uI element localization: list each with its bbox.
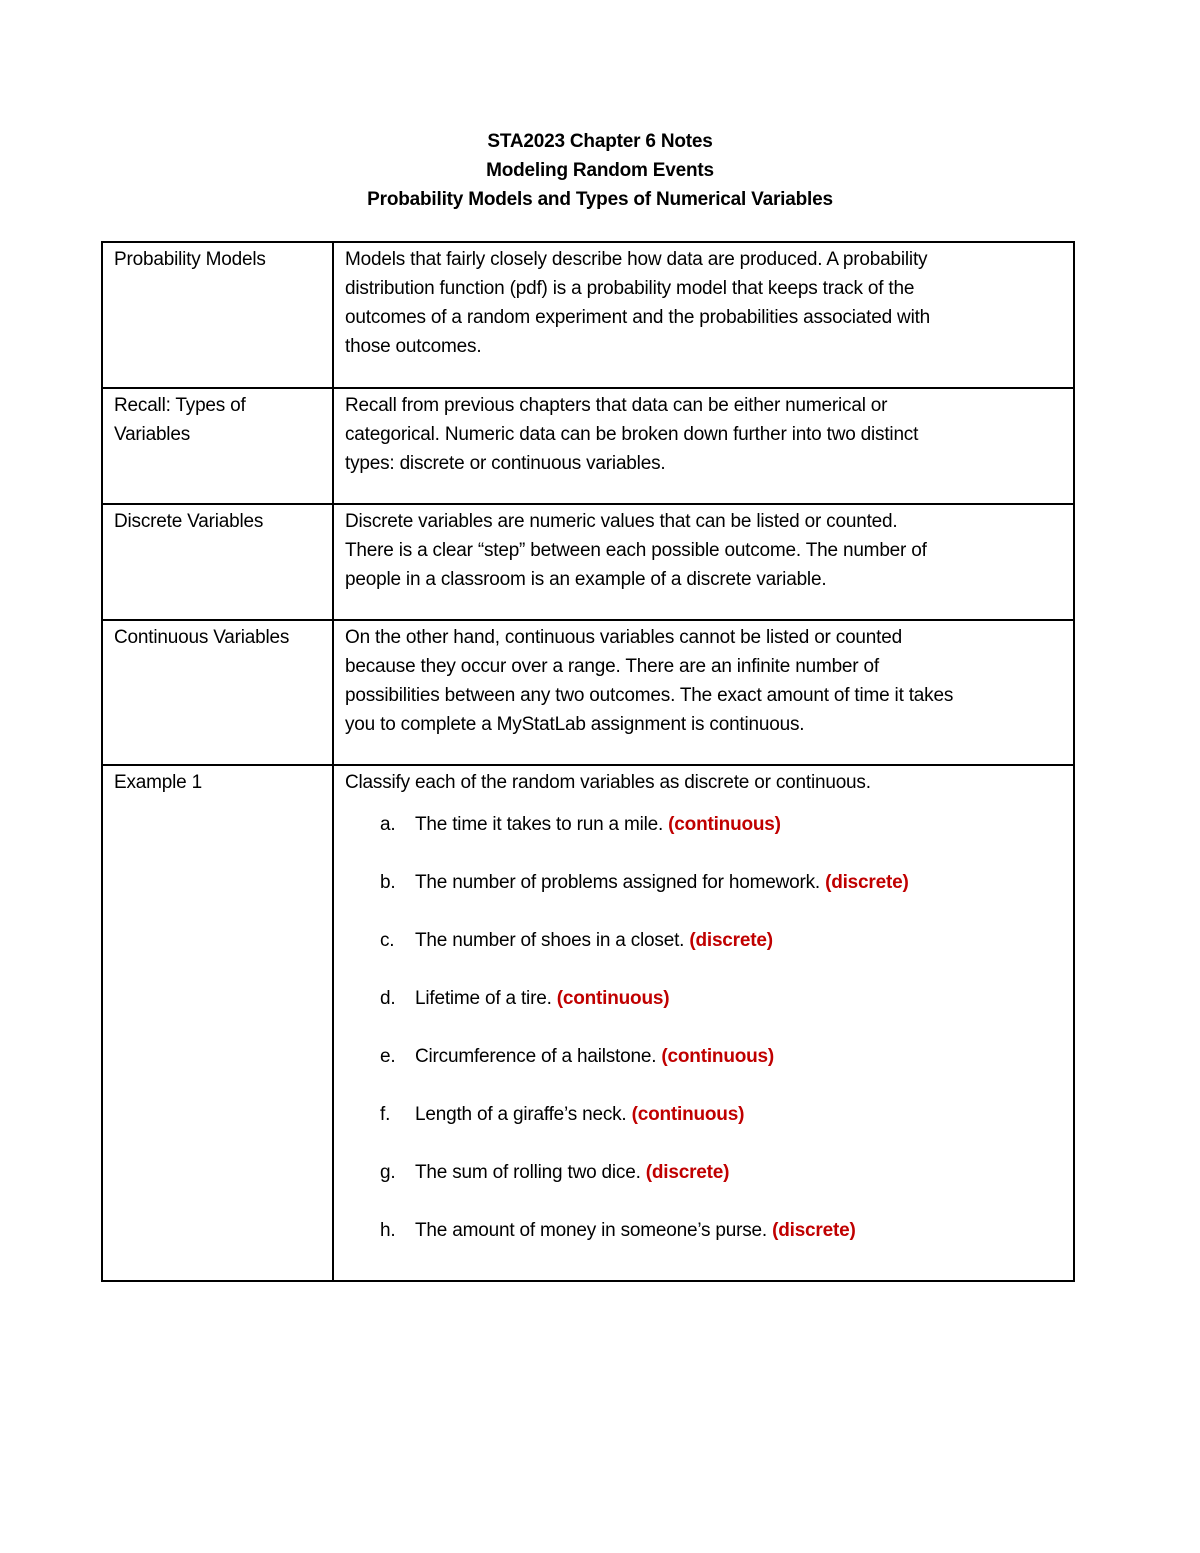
- definition-cell: [333, 620, 1074, 765]
- item-answer: (discrete): [825, 872, 909, 893]
- item-text: The number of shoes in a closet.: [415, 930, 690, 951]
- item-answer: (discrete): [645, 1162, 730, 1183]
- list-item: [345, 984, 1063, 1042]
- document-header: [0, 127, 1200, 214]
- example-instruction: Classify each of the random variables as discrete or continuous.: [345, 772, 871, 793]
- term-cell: [102, 620, 333, 765]
- item-marker: h.: [380, 1220, 396, 1241]
- definition-line: categorical. Numeric data can be broken down further into two distinct: [345, 424, 919, 445]
- item-marker: a.: [380, 814, 396, 835]
- term-label: Probability Models: [114, 249, 266, 270]
- item-text: The amount of money in someone’s purse.: [415, 1220, 773, 1241]
- term-label: Variables: [114, 424, 190, 445]
- item-text: The sum of rolling two dice.: [415, 1162, 646, 1183]
- definition-cell: [333, 388, 1074, 504]
- definition-line: Models that fairly closely describe how data are produced. A probability: [345, 249, 928, 270]
- section-title: Probability Models and Types of Numerical Variables: [367, 189, 833, 210]
- item-marker: b.: [380, 872, 396, 893]
- table-row: [102, 765, 1074, 1281]
- term-label: Example 1: [114, 772, 202, 793]
- term-cell: [102, 765, 333, 1281]
- term-label: Continuous Variables: [114, 627, 290, 648]
- item-answer: (discrete): [772, 1220, 856, 1241]
- item-marker: f.: [380, 1104, 391, 1125]
- notes-table: [101, 241, 1075, 1282]
- item-text: Circumference of a hailstone.: [415, 1046, 662, 1067]
- list-item: [345, 1100, 1063, 1158]
- definition-line: On the other hand, continuous variables cannot be listed or counted: [345, 627, 902, 648]
- list-item: [345, 868, 1063, 926]
- definition-line: you to complete a MyStatLab assignment is continuous.: [345, 714, 805, 735]
- definition-line: There is a clear “step” between each possible outcome. The number of: [345, 540, 927, 561]
- term-label: Recall: Types of: [114, 395, 246, 416]
- list-item: [345, 1216, 1063, 1274]
- item-text: Length of a giraffe’s neck.: [415, 1104, 632, 1125]
- definition-line: types: discrete or continuous variables.: [345, 453, 666, 474]
- list-item: [345, 926, 1063, 984]
- list-item: [345, 1158, 1063, 1216]
- definition-cell: [333, 504, 1074, 620]
- item-answer: (continuous): [661, 1046, 775, 1067]
- table-row: [102, 504, 1074, 620]
- definition-line: people in a classroom is an example of a discrete variable.: [345, 569, 827, 590]
- item-marker: c.: [380, 930, 395, 951]
- example-cell: [333, 765, 1074, 1281]
- definition-line: possibilities between any two outcomes. The exact amount of time it takes: [345, 685, 954, 706]
- definition-line: distribution function (pdf) is a probability model that keeps track of the: [345, 278, 915, 299]
- item-marker: g.: [380, 1162, 396, 1183]
- term-label: Discrete Variables: [114, 511, 264, 532]
- definition-line: Recall from previous chapters that data can be either numerical or: [345, 395, 888, 416]
- course-title: STA2023 Chapter 6 Notes: [487, 131, 713, 152]
- item-text: Lifetime of a tire.: [415, 988, 557, 1009]
- item-answer: (continuous): [668, 814, 781, 835]
- term-cell: [102, 388, 333, 504]
- item-marker: d.: [380, 988, 396, 1009]
- example-list: [345, 810, 1063, 1274]
- list-item: [345, 1042, 1063, 1100]
- item-text: The time it takes to run a mile.: [415, 814, 669, 835]
- definition-cell: [333, 242, 1074, 388]
- list-item: [345, 810, 1063, 868]
- definition-line: because they occur over a range. There are an infinite number of: [345, 656, 879, 677]
- item-text: The number of problems assigned for homework.: [415, 872, 826, 893]
- term-cell: [102, 242, 333, 388]
- table-row: [102, 388, 1074, 504]
- chapter-title: Modeling Random Events: [486, 160, 714, 181]
- item-answer: (discrete): [689, 930, 773, 951]
- definition-line: Discrete variables are numeric values that can be listed or counted.: [345, 511, 898, 532]
- definition-line: those outcomes.: [345, 336, 482, 357]
- table-row: [102, 620, 1074, 765]
- term-cell: [102, 504, 333, 620]
- table-row: [102, 242, 1074, 388]
- definition-line: outcomes of a random experiment and the probabilities associated with: [345, 307, 931, 328]
- item-marker: e.: [380, 1046, 396, 1067]
- item-answer: (continuous): [556, 988, 670, 1009]
- item-answer: (continuous): [631, 1104, 745, 1125]
